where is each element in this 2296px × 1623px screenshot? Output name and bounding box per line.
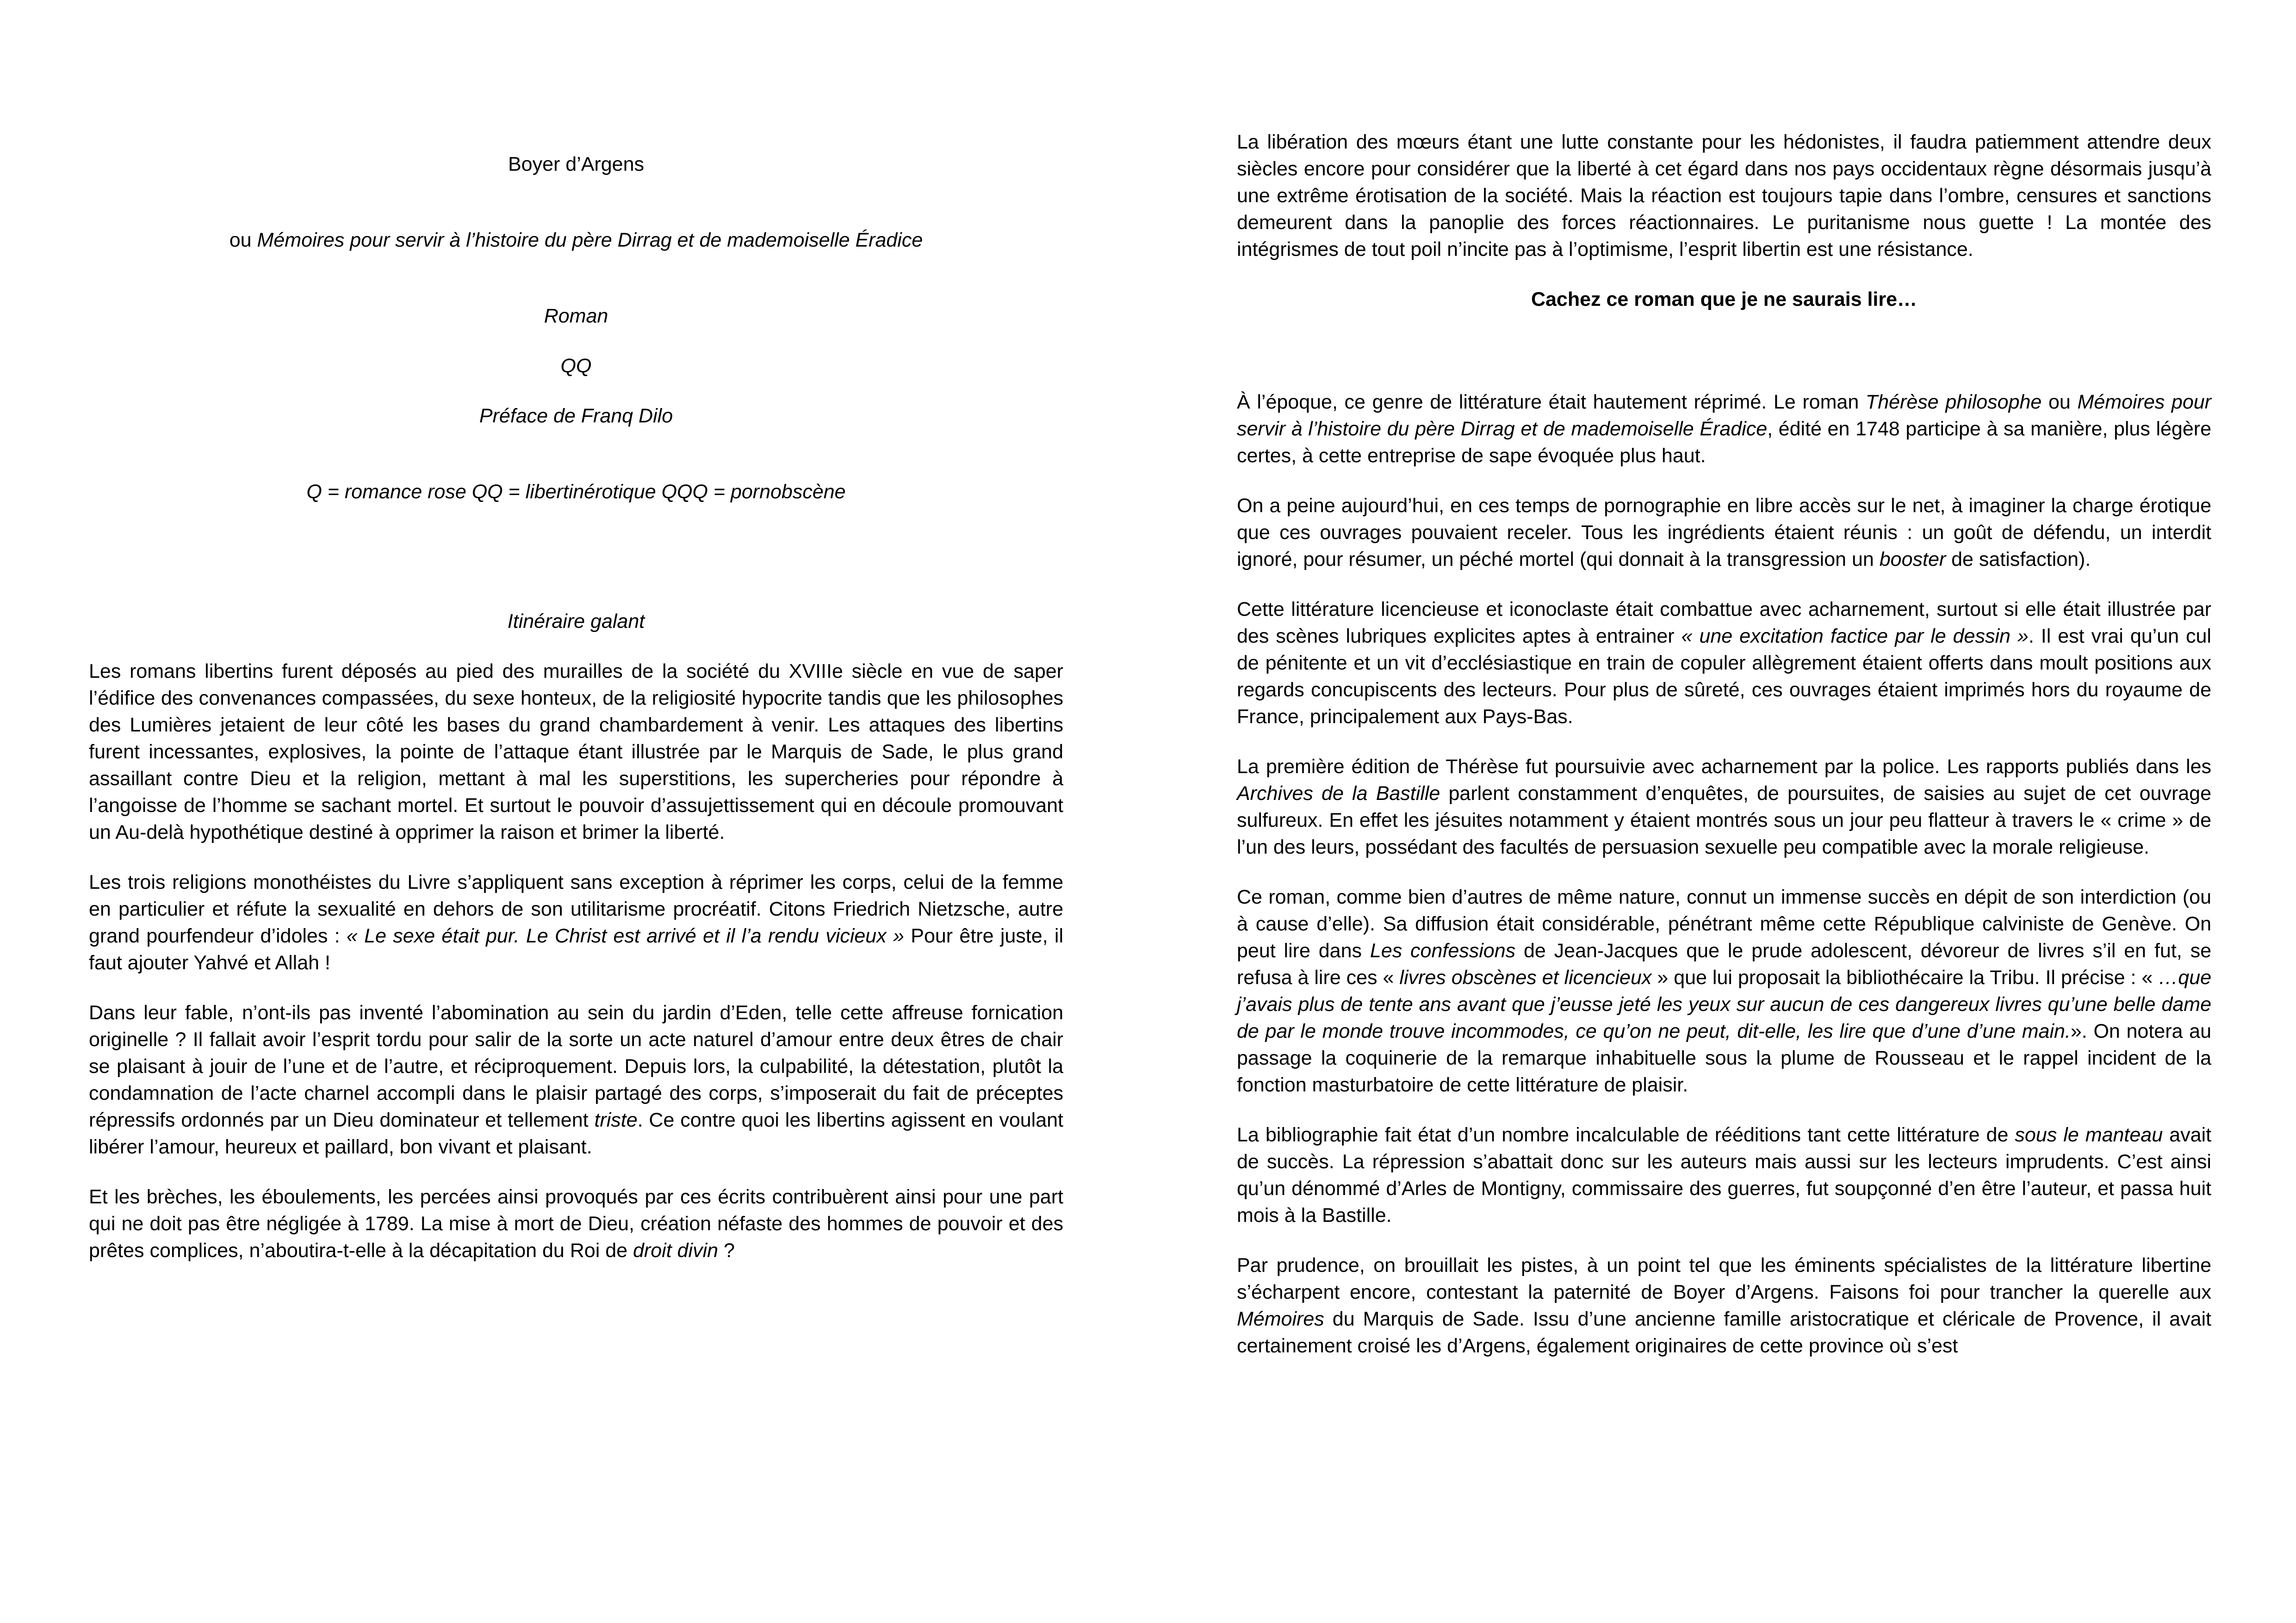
book-subtitle [89,227,1063,254]
section-title: Itinéraire galant [507,610,645,632]
italic-run: Thérèse philosophe [1865,391,2042,413]
text-run: de satisfaction). [1946,548,2091,570]
right-paragraph-4 [1237,596,2211,730]
right-paragraph-1: La libération des mœurs étant une lutte constante pour les hédonistes, il faudra patiemment attendre deux siècles encore pour considérer que la liberté à cet égard dans nos pays occidentaux règne désormais jusqu’à une extrême érotisation de la société. Mais la réaction est toujours tapie dans l’ombre, censures et sanctions demeurent dans la panoplie des forces réactionnaires. Le puritanisme nous guette ! La montée des intégrismes de tout poil n’incite pas à l’optimisme, l’esprit libertin est une résistance. [1237,131,2211,260]
italic-run: livres obscènes et licencieux [1399,966,1652,989]
text-run: Et les brèches, les éboulements, les percées ainsi provoqués par ces écrits contribuèrent ainsi pour une part qui ne doit pas être négligée à 1789. La mise à mort de Dieu, création néfaste des hommes de pouvoir et des prêtes complices, n’aboutira-t-elle à la décapitation du Roi de [89,1186,1063,1262]
book-genre: Roman [544,305,608,327]
right-column [1237,129,2211,1359]
text-run: ». On notera au passage la coquinerie de la remarque inhabituelle sous la plume de Rousseau et le rappel incident de la fonction masturbatoire de cette littérature de plaisir. [1237,1020,2211,1096]
text-run: . Ce contre quoi les libertins agissent en voulant libérer l’amour, heureux et paillard, bon vivant et plaisant. [89,1109,1063,1158]
chapter-heading: Cachez ce roman que je ne saurais lire… [1531,288,1917,310]
italic-run: « une excitation factice par le dessin » [1681,625,2029,647]
text-run: Pour être juste, il faut ajouter Yahvé et Allah ! [89,925,1064,974]
book-preface: Préface de Franq Dilo [479,405,673,427]
subtitle-title: Mémoires pour servir à l’histoire du père Dirrag et de mademoiselle Éradice [257,229,923,251]
text-run: . Il est vrai qu’un cul de pénitente et un vit d’ecclésiastique en train de copuler allègrement étaient offerts dans moult positions aux regards concupiscents des lecteurs. Pour plus de sûreté, ces ouvrages étaient imprimés hors du royaume de France, principalement aux Pays-Bas. [1237,625,2211,728]
text-run: Cette littérature licencieuse et iconoclaste était combattue avec acharnement, surtout si elle était illustrée par des scènes lubriques explicites aptes à entrainer [1237,598,2211,647]
text-run: À l’époque, ce genre de littérature était hautement réprimé. Le roman [1237,391,1866,413]
book-rating: QQ [560,355,592,377]
text-run: Dans leur fable, n’ont-ils pas inventé l’abomination au sein du jardin d’Eden, telle cette affreuse fornication originelle ? Il fallait avoir l’esprit tordu pour salir de la sorte un acte naturel d’amour entre deux êtres de chair se plaisant à jouir de l’une et de l’autre, et réciproquement. Depuis lors, la culpabilité, la détestation, plutôt la condamnation de l’acte charnel accompli dans le plaisir partagé des corps, s’imposerait du fait de préceptes répressifs ordonnés par un Dieu dominateur et tellement [89,1002,1063,1131]
italic-run: sous le manteau [2015,1124,2163,1146]
author-name: Boyer d’Argens [508,153,644,175]
text-run: parlent constamment d’enquêtes, de poursuites, de saisies au sujet de cet ouvrage sulfureux. En effet les jésuites notamment y étaient montrés sous un jour peu flatteur à travers le « crime » de l’un des leurs, possédant des facultés de persuasion sexuelle peu compatible avec la morale religieuse. [1237,782,2212,858]
text-run: La bibliographie fait état d’un nombre incalculable de rééditions tant cette littérature de [1237,1124,2015,1146]
text-run: du Marquis de Sade. Issu d’une ancienne famille aristocratique et cléricale de Provence, il avait certainement croisé les d’Argens, également originaires de cette province où s’est [1237,1308,2211,1357]
text-run: ? [718,1239,735,1262]
right-paragraph-8 [1237,1252,2211,1359]
italic-run: booster [1879,548,1946,570]
left-paragraph-4 [89,1183,1063,1264]
text-run: Les trois religions monothéistes du Livre s’appliquent sans exception à réprimer les corps, celui de la femme en particulier et réfute la sexualité en dehors de son utilitarisme procréatif. Citons Friedrich Nietzsche, autre grand pourfendeur d’idoles : [89,871,1063,947]
subtitle-prefix: ou [229,229,257,251]
text-run: de Jean-Jacques que le prude adolescent, dévoreur de livres s’il en fut, se refusa à lire ces « [1237,940,2211,989]
right-paragraph-2 [1237,389,2211,469]
italic-run: Mémoires [1237,1308,1324,1330]
right-paragraph-7 [1237,1121,2211,1229]
left-paragraph-3 [89,999,1063,1160]
italic-run: Les confessions [1370,940,1516,962]
left-paragraph-1: Les romans libertins furent déposés au pied des murailles de la société du XVIIIe siècle en vue de saper l’édifice des convenances compassées, du sexe honteux, de la religiosité hypocrite tandis que les philosophes des Lumières jetaient de leur côté les bases du grand chambardement à venir. Les attaques des libertins furent incessantes, explosives, la pointe de l’attaque étant illustrée par le Marquis de Sade, le plus grand assaillant contre Dieu et la religion, mettant à mal les superstitions, les supercheries pour répondre à l’angoisse de l’homme se sachant mortel. Et surtout le pouvoir d’assujettissement qui en découle promouvant un Au-delà hypothétique destiné à opprimer la raison et brimer la liberté. [89,660,1063,843]
right-paragraph-5 [1237,753,2211,861]
text-run: La première édition de Thérèse fut poursuivie avec acharnement par la police. Les rapports publiés dans les [1237,756,2211,778]
nietzsche-quote: « Le sexe était pur. Le Christ est arrivé et il l’a rendu vicieux » [346,925,904,947]
italic-run: Archives de la Bastille [1237,782,1440,805]
left-column [89,151,1063,1264]
italic-run: droit divin [633,1239,719,1262]
text-run: Par prudence, on brouillait les pistes, à un point tel que les éminents spécialistes de la littérature libertine s’écharpent encore, contestant la paternité de Boyer d’Argens. Faisons foi pour trancher la querelle aux [1237,1254,2211,1303]
italic-run: Mémoires pour servir à l’histoire du père Dirrag et de mademoiselle Éradice [1237,391,2212,440]
text-run: avait de succès. La répression s’abattait donc sur les auteurs mais aussi sur les lecteurs imprudents. C’est ainsi qu’un dénommé d’Arles de Montigny, commissaire des guerres, fut soupçonné d’en être l’auteur, et passa huit mois à la Bastille. [1237,1124,2212,1227]
text-run: On a peine aujourd’hui, en ces temps de pornographie en libre accès sur le net, à imaginer la charge érotique que ces ouvrages pouvaient receler. Tous les ingrédients étaient réunis : un goût de défendu, un interdit ignoré, pour résumer, un péché mortel (qui donnait à la transgression un [1237,495,2211,570]
right-paragraph-6 [1237,884,2211,1098]
text-run: » que lui proposait la bibliothécaire la Tribu. Il précise : « [1651,966,2159,989]
right-page [1148,0,2296,1623]
italic-run: triste [594,1109,638,1131]
rousseau-quote: …que j’avais plus de tente ans avant que j’eusse jeté les yeux sur aucun de ces dangereux livres qu’une belle dame de par le monde trouve incommodes, ce qu’on ne peut, dit-elle, les lire que d’une d’une main. [1237,966,2212,1042]
text-run: ou [2042,391,2078,413]
left-paragraph-2 [89,869,1063,976]
text-run: Ce roman, comme bien d’autres de même nature, connut un immense succès en dépit de son interdiction (ou à cause d’elle). Sa diffusion était considérable, pénétrant même cette République calviniste de Genève. On peut lire dans [1237,886,2211,962]
rating-legend: Q = romance rose QQ = libertinérotique QQQ = pornobscène [306,481,846,503]
text-run: , édité en 1748 participe à sa manière, plus légère certes, à cette entreprise de sape évoquée plus haut. [1237,418,2211,467]
right-paragraph-3 [1237,492,2211,573]
